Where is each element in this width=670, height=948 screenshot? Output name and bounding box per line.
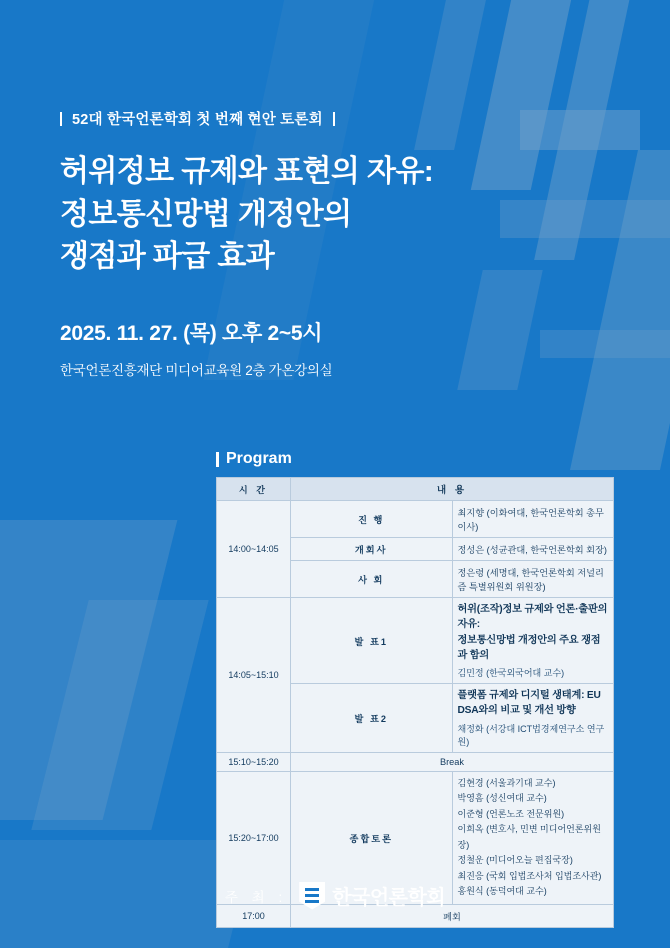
cell-role: 발 표1	[291, 598, 453, 684]
host-name: 한국언론학회	[332, 887, 446, 909]
table-row-break	[217, 752, 614, 771]
kicker-bar-left-icon	[60, 112, 62, 126]
column-header-time: 시 간	[217, 478, 291, 501]
cell-body	[452, 598, 614, 684]
table-header-row	[217, 478, 614, 501]
program-heading-text: Program	[226, 450, 292, 467]
shield-logo-icon	[299, 882, 325, 910]
cell-role: 사 회	[291, 561, 453, 598]
list-item: 이희옥 (변호사, 민변 미디어언론위원장)	[457, 824, 601, 850]
host-label: 주 최 :	[224, 889, 288, 905]
cell-role: 개회사	[291, 538, 453, 561]
cell-time: 15:10~15:20	[217, 752, 291, 771]
cell-body	[452, 684, 614, 753]
poster-footer	[0, 881, 670, 910]
cell-time: 15:20~17:00	[217, 771, 291, 904]
cell-body: 폐회	[291, 904, 614, 927]
kicker-bar-right-icon	[333, 112, 335, 126]
talk-title-line-2: 정보통신망법 개정안의 주요 쟁점과 함의	[457, 634, 601, 661]
list-item: 이준형 (언론노조 전문위원)	[457, 808, 565, 819]
event-datetime: 2025. 11. 27. (목) 오후 2~5시	[60, 321, 323, 345]
poster-kicker	[60, 108, 620, 129]
talk-title-line-1: 플랫폼 규제와 디지털 생태계: EU DSA와의 비교 및 개선 방향	[457, 690, 601, 717]
talk-speaker: 김민정 (한국외국어대 교수)	[457, 668, 565, 679]
cell-role: 종합토론	[291, 771, 453, 904]
cell-body: Break	[291, 752, 614, 771]
cell-body: 정은령 (세명대, 한국언론학회 저널리즘 특별위원회 위원장)	[452, 561, 614, 598]
talk-title-line-1: 허위(조작)정보 규제와 언론·출판의 자유:	[457, 604, 608, 631]
host-mark	[299, 881, 445, 910]
cell-body: 최지향 (이화여대, 한국언론학회 총무이사)	[452, 501, 614, 538]
list-item: 김현경 (서울과기대 교수)	[457, 777, 556, 788]
list-item: 박영흠 (성신여대 교수)	[457, 793, 547, 804]
program-heading	[216, 450, 614, 468]
title-line-3: 쟁점과 파급 효과	[60, 240, 275, 274]
list-item: 홍원식 (동덕여대 교수)	[457, 886, 547, 897]
talk-speaker: 채정화 (서강대 ICT법경제연구소 연구원)	[457, 723, 605, 747]
column-header-content: 내 용	[291, 478, 614, 501]
table-row-presentation-1	[217, 598, 614, 684]
list-item: 정철운 (미디어오늘 편집국장)	[457, 855, 573, 866]
program-table	[216, 477, 614, 928]
kicker-text: 52대 한국언론학회 첫 번째 현안 토론회	[72, 112, 323, 128]
cell-time: 14:05~15:10	[217, 598, 291, 753]
cell-body: 정성은 (성균관대, 한국언론학회 회장)	[452, 538, 614, 561]
table-row	[217, 501, 614, 538]
poster-header	[60, 108, 620, 379]
list-item: 최진응 (국회 입법조사처 입법조사관)	[457, 870, 602, 881]
title-line-2: 정보통신망법 개정안의	[60, 197, 352, 231]
program-section	[216, 450, 614, 928]
page-title	[60, 151, 620, 279]
program-heading-bar-icon	[216, 452, 219, 467]
cell-role: 발 표2	[291, 684, 453, 753]
cell-time: 14:00~14:05	[217, 501, 291, 598]
cell-role: 진 행	[291, 501, 453, 538]
event-venue: 한국언론진흥재단 미디어교육원 2층 가온강의실	[60, 362, 333, 378]
cell-time: 17:00	[217, 904, 291, 927]
title-line-1: 허위정보 규제와 표현의 자유:	[60, 155, 434, 188]
